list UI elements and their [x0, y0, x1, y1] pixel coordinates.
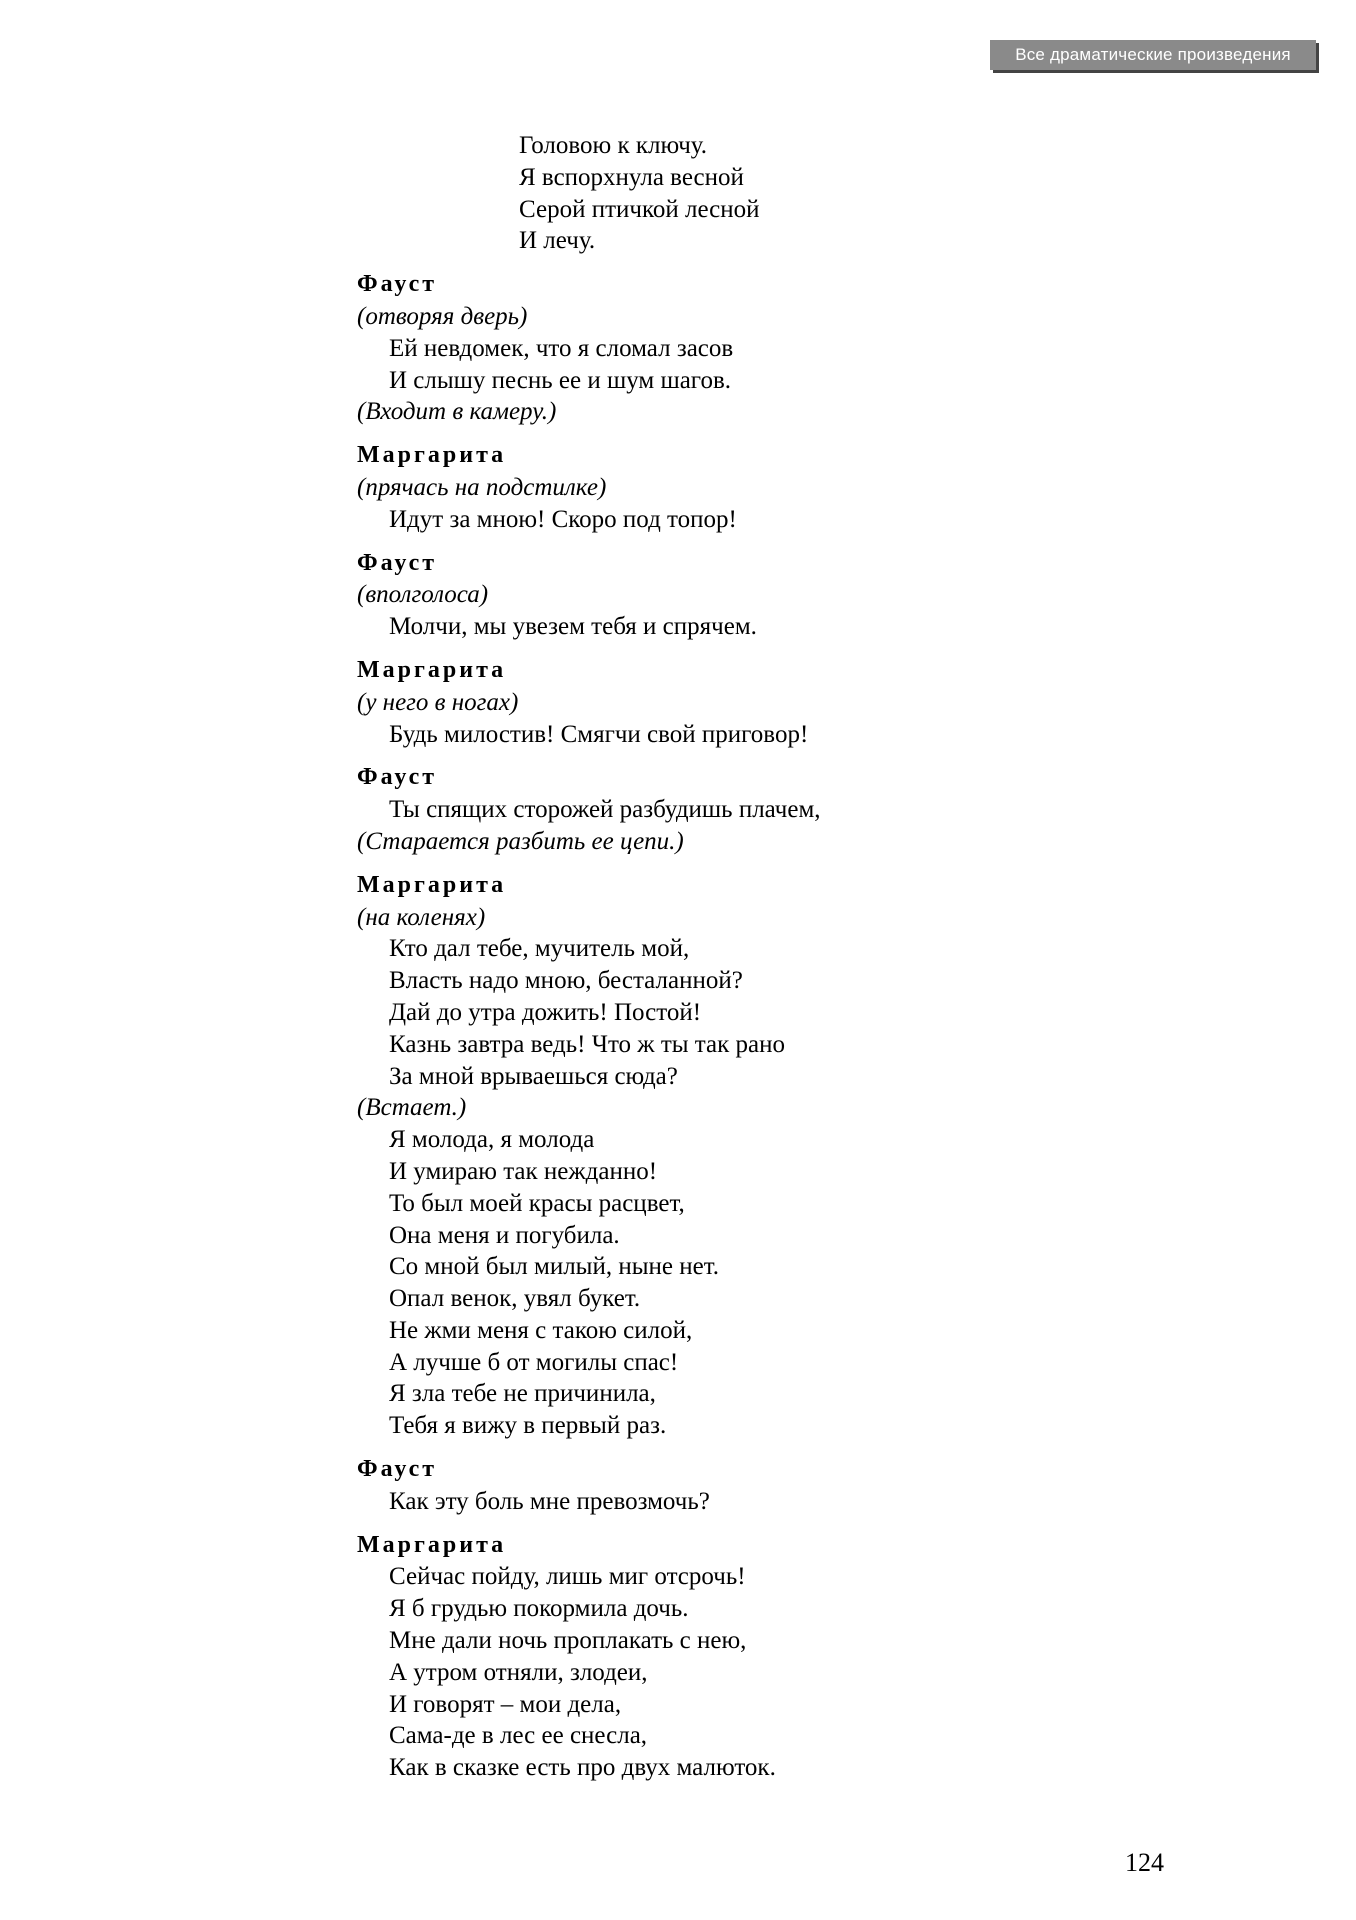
verse-line: Молчи, мы увезем тебя и спрячем.: [389, 613, 757, 641]
verse-line: Сейчас пойду, лишь миг отсрочь!: [389, 1563, 746, 1591]
verse-line: Ей невдомек, что я сломал засов: [389, 334, 734, 362]
speech-block: [357, 870, 1157, 1442]
play-text: [357, 130, 1157, 1784]
verse-line: А лучше б от могилы спас!: [389, 1348, 679, 1376]
speaker-name: Маргарита: [357, 656, 507, 683]
verse-line: Как эту боль мне превозмочь?: [389, 1487, 710, 1515]
verse-line: Идут за мною! Скоро под топор!: [389, 505, 737, 533]
verse-line: А утром отняли, злодеи,: [389, 1658, 648, 1686]
speaker-name: Маргарита: [357, 1531, 507, 1558]
speech-block: [357, 269, 1157, 428]
speaker-name: Фауст: [357, 764, 438, 791]
speech-block: [357, 655, 1157, 750]
verse-line: Власть надо мною, бесталанной?: [389, 967, 743, 995]
verse-line: Ты спящих сторожей разбудишь плачем,: [389, 796, 821, 824]
verse-line: Кто дал тебе, мучитель мой,: [389, 935, 690, 963]
speaker-name: Фауст: [357, 1456, 438, 1483]
verse-line: За мной врываешься сюда?: [389, 1062, 678, 1090]
verse-line: Серой птичкой лесной: [519, 195, 760, 223]
verse-line: Я зла тебе не причинила,: [389, 1380, 656, 1408]
speaker-name: Маргарита: [357, 871, 507, 898]
stage-direction: (прячась на подстилке): [357, 473, 607, 501]
speeches: [357, 257, 1157, 1784]
speech-block: [357, 548, 1157, 643]
speaker-name: Фауст: [357, 271, 438, 298]
stage-direction: (Встает.): [357, 1094, 467, 1122]
stage-direction: (Старается разбить ее цепи.): [357, 827, 684, 855]
verse-line: И лечу.: [519, 227, 596, 255]
verse-line: Не жми меня с такою силой,: [389, 1316, 693, 1344]
speaker-name: Маргарита: [357, 442, 507, 469]
speech-block: [357, 1454, 1157, 1518]
verse-line: Сама-де в лес ее снесла,: [389, 1722, 648, 1750]
verse-line: Головою к ключу.: [519, 132, 708, 159]
verse-line: Со мной был милый, ныне нет.: [389, 1253, 720, 1281]
verse-line: Мне дали ночь проплакать с нею,: [389, 1627, 747, 1655]
verse-line: Будь милостив! Смягчи свой приговор!: [389, 720, 809, 748]
speech-block: [357, 440, 1157, 535]
verse-line: Дай до утра дожить! Постой!: [389, 998, 702, 1026]
stage-direction: (вполголоса): [357, 581, 489, 609]
intro-verse: [357, 130, 1157, 257]
verse-line: Тебя я вижу в первый раз.: [389, 1412, 667, 1440]
verse-line: Я молода, я молода: [389, 1126, 595, 1154]
stage-direction: (у него в ногах): [357, 688, 519, 716]
stage-direction: (отворяя дверь): [357, 302, 528, 330]
verse-line: То был моей красы расцвет,: [389, 1189, 685, 1217]
stage-direction: (Входит в камеру.): [357, 398, 557, 426]
speech-block: [357, 762, 1157, 857]
verse-line: И умираю так нежданно!: [389, 1157, 658, 1185]
verse-line: Опал венок, увял букет.: [389, 1285, 641, 1313]
speaker-name: Фауст: [357, 549, 438, 576]
page-number: 124: [1125, 1848, 1164, 1877]
speech-block: [357, 1530, 1157, 1784]
verse-line: И говорят – мои дела,: [389, 1690, 622, 1718]
verse-line: Я вспорхнула весной: [519, 163, 744, 191]
verse-line: Казнь завтра ведь! Что ж ты так рано: [389, 1030, 785, 1058]
verse-line: Я б грудью покормила дочь.: [389, 1595, 689, 1623]
verse-line: И слышу песнь ее и шум шагов.: [389, 366, 731, 394]
verse-line: Как в сказке есть про двух малюток.: [389, 1754, 776, 1782]
verse-line: Она меня и погубила.: [389, 1221, 620, 1249]
stage-direction: (на коленях): [357, 903, 486, 931]
section-header-tab: Все драматические произведения: [990, 40, 1316, 70]
